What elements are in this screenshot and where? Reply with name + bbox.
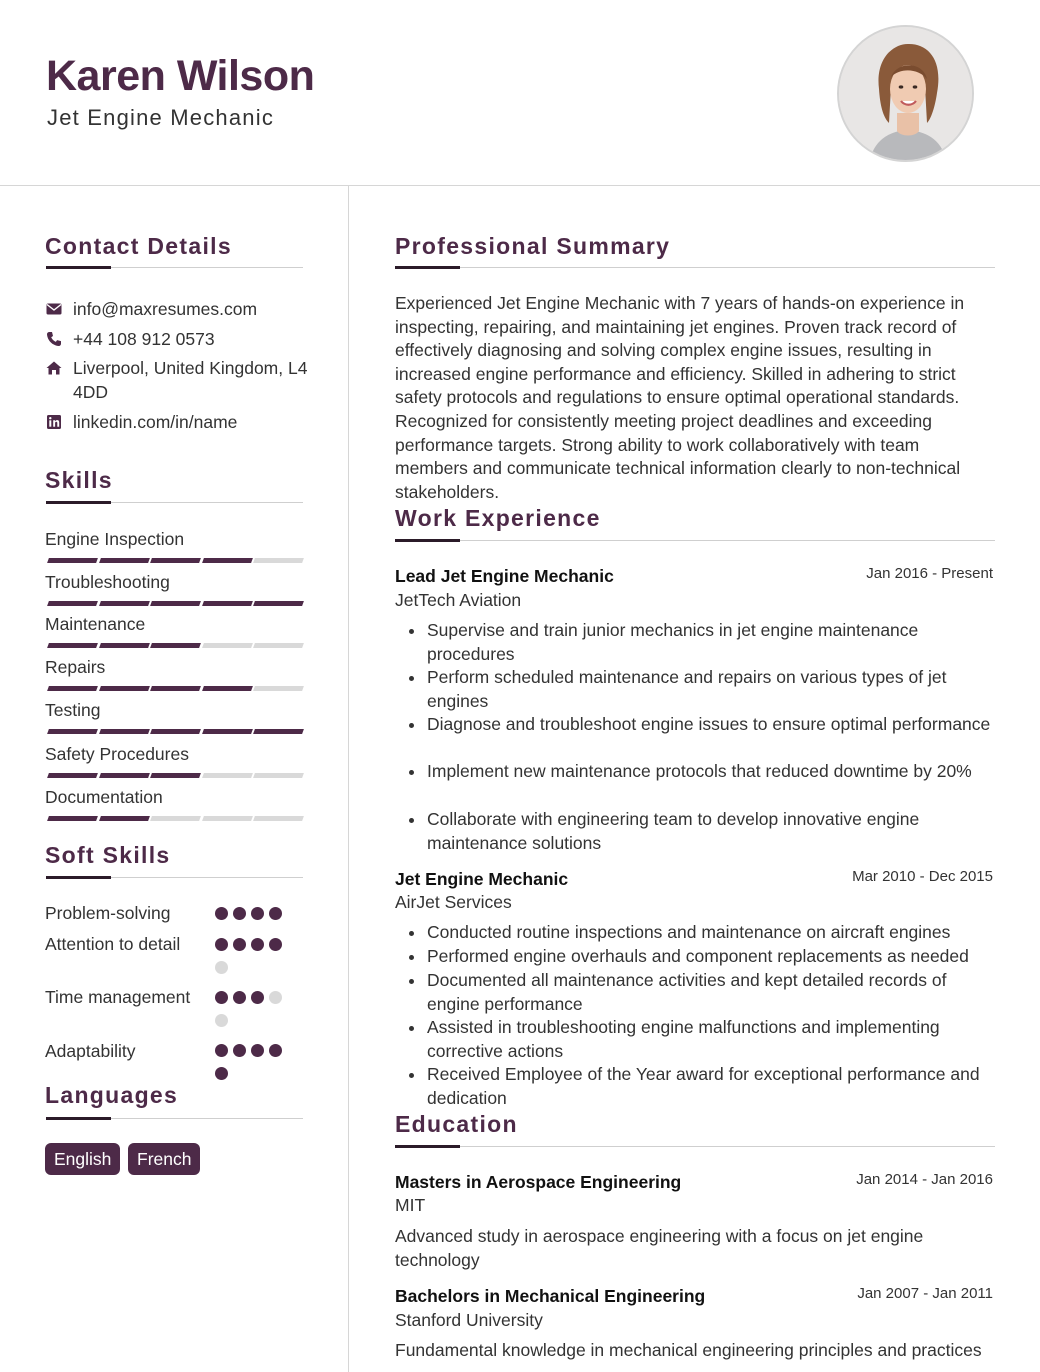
skill-level-segment	[47, 816, 98, 821]
contact-phone	[46, 328, 326, 352]
bullet-marker	[409, 979, 414, 984]
soft-skill-dot	[251, 1044, 264, 1057]
contact-address	[46, 357, 336, 405]
skill-level-segment	[202, 601, 253, 606]
soft-skill-dot	[233, 938, 246, 951]
soft-skill-dot	[269, 938, 282, 951]
soft-skill-dot	[251, 991, 264, 1004]
skill-level-segment	[99, 686, 150, 691]
degree-description: Fundamental knowledge in mechanical engineering principles and practices	[395, 1340, 982, 1360]
skill-level-segment	[202, 643, 253, 648]
skill-level-segment	[253, 601, 304, 606]
skill-name: Repairs	[45, 657, 106, 677]
skill-level-segment	[47, 686, 98, 691]
column-divider	[348, 186, 349, 1372]
soft-skill-dot	[215, 938, 228, 951]
skill-level-segment	[150, 773, 201, 778]
contact-heading: Contact Details	[45, 233, 232, 259]
degree-description: Advanced study in aerospace engineering with a focus on jet engine technology	[395, 1226, 924, 1270]
education-heading-accent	[395, 1145, 460, 1148]
experience-heading-accent	[395, 539, 460, 542]
bullet-marker	[409, 818, 414, 823]
soft-skill-dot	[215, 961, 228, 974]
degree-title: Bachelors in Mechanical Engineering	[395, 1286, 706, 1306]
summary-text: Experienced Jet Engine Mechanic with 7 years of hands-on experience in inspecting, repairing, and maintaining jet engines. Proven track record of effectively diagnosing and solving complex engine issues, resulting in increased engine performance and efficiency. Skilled in adhering to strict safety protocols and regulations to ensure optimal operational standards. Recognized for consistently meeting project deadlines and exceeding performance targets. Strong ability to work collaboratively with team members and communicate technical information clearly to non-technical stakeholders.	[395, 293, 965, 502]
skill-level-bar	[46, 686, 302, 691]
contact-linkedin[interactable]	[46, 411, 326, 435]
soft-skill-name: Problem-solving	[45, 903, 171, 923]
job-title: Lead Jet Engine Mechanic	[395, 566, 614, 586]
linkedin-icon	[46, 414, 62, 430]
phone-text: +44 108 912 0573	[73, 329, 215, 349]
contact-heading-accent	[46, 266, 111, 269]
soft-skill-dot	[233, 907, 246, 920]
profile-photo	[837, 25, 974, 162]
soft-skill-name: Attention to detail	[45, 934, 181, 954]
skill-level-segment	[202, 773, 253, 778]
degree-dates: Jan 2007 - Jan 2011	[857, 1285, 993, 1302]
skills-heading-accent	[46, 501, 111, 504]
school-name: MIT	[395, 1195, 426, 1215]
skill-level-segment	[150, 686, 201, 691]
languages-heading: Languages	[45, 1082, 179, 1108]
summary-heading-rule	[395, 267, 995, 268]
job-title: Jet Engine Mechanic	[395, 869, 569, 889]
envelope-icon	[46, 301, 62, 317]
skill-level-segment	[47, 729, 98, 734]
skill-name: Testing	[45, 700, 101, 720]
skill-level-segment	[202, 816, 253, 821]
bullet-marker	[409, 1073, 414, 1078]
soft-skills-heading-accent	[46, 876, 111, 879]
skill-level-segment	[99, 643, 150, 648]
soft-skill-dot	[251, 907, 264, 920]
skill-level-segment	[150, 729, 201, 734]
soft-skill-dot	[251, 938, 264, 951]
education-heading-rule	[395, 1146, 995, 1147]
language-badge-french: French	[128, 1143, 200, 1175]
soft-skill-dot	[215, 1014, 228, 1027]
job-bullet: Documented all maintenance activities and kept detailed records of engine performance	[427, 970, 947, 1014]
address-text: Liverpool, United Kingdom, L4 4DD	[73, 358, 308, 402]
soft-skill-dot	[215, 907, 228, 920]
skill-level-segment	[150, 601, 201, 606]
skill-level-segment	[253, 773, 304, 778]
resume-header	[0, 0, 1040, 186]
skill-name: Troubleshooting	[45, 572, 170, 592]
bullet-marker	[409, 723, 414, 728]
bullet-marker	[409, 1026, 414, 1031]
skills-heading: Skills	[45, 467, 113, 493]
soft-skill-name: Time management	[45, 987, 191, 1007]
skill-level-segment	[150, 558, 201, 563]
languages-heading-accent	[46, 1117, 111, 1120]
soft-skill-dot	[269, 1044, 282, 1057]
job-bullet: Implement new maintenance protocols that reduced downtime by 20%	[427, 761, 972, 781]
job-dates: Mar 2010 - Dec 2015	[852, 868, 993, 885]
job-bullet: Received Employee of the Year award for exceptional performance and dedication	[427, 1064, 980, 1108]
education-heading: Education	[395, 1111, 518, 1137]
job-company: AirJet Services	[395, 892, 512, 912]
summary-heading-accent	[395, 266, 460, 269]
job-dates: Jan 2016 - Present	[866, 565, 993, 582]
skill-level-segment	[99, 729, 150, 734]
skill-name: Maintenance	[45, 614, 146, 634]
bullet-marker	[409, 931, 414, 936]
skill-level-bar	[46, 643, 302, 648]
soft-skill-dot	[215, 1044, 228, 1057]
skill-level-bar	[46, 601, 302, 606]
skill-level-segment	[99, 816, 150, 821]
job-bullet: Performed engine overhauls and component replacements as needed	[427, 946, 969, 966]
summary-heading: Professional Summary	[395, 233, 671, 259]
skill-level-segment	[47, 558, 98, 563]
skill-level-segment	[202, 558, 253, 563]
candidate-name: Karen Wilson	[46, 52, 315, 100]
skill-name: Documentation	[45, 787, 163, 807]
soft-skill-dot	[269, 907, 282, 920]
home-icon	[46, 360, 62, 376]
bullet-marker	[409, 770, 414, 775]
skill-level-segment	[253, 816, 304, 821]
phone-icon	[46, 331, 62, 347]
skill-level-segment	[99, 773, 150, 778]
skill-level-segment	[99, 601, 150, 606]
skill-level-segment	[150, 816, 201, 821]
candidate-title: Jet Engine Mechanic	[47, 105, 275, 130]
skill-level-segment	[47, 773, 98, 778]
job-bullet: Supervise and train junior mechanics in jet engine maintenance procedures	[427, 620, 919, 664]
soft-skill-name: Adaptability	[45, 1041, 136, 1061]
bullet-marker	[409, 629, 414, 634]
skill-name: Engine Inspection	[45, 529, 185, 549]
skill-level-segment	[253, 686, 304, 691]
skill-level-segment	[47, 601, 98, 606]
language-badge-english: English	[45, 1143, 120, 1175]
contact-email	[46, 298, 326, 322]
skill-level-segment	[47, 643, 98, 648]
degree-dates: Jan 2014 - Jan 2016	[856, 1171, 993, 1188]
skill-level-segment	[202, 686, 253, 691]
skill-level-segment	[202, 729, 253, 734]
skill-level-bar	[46, 729, 302, 734]
job-bullet: Perform scheduled maintenance and repairs on various types of jet engines	[427, 667, 947, 711]
profile-photo-image	[839, 27, 974, 162]
soft-skill-dot	[233, 1044, 246, 1057]
skill-level-bar	[46, 773, 302, 778]
job-bullet: Collaborate with engineering team to develop innovative engine maintenance solutions	[427, 809, 920, 853]
soft-skill-dot	[233, 991, 246, 1004]
job-company: JetTech Aviation	[395, 590, 522, 610]
soft-skill-dot	[215, 991, 228, 1004]
soft-skills-heading: Soft Skills	[45, 842, 171, 868]
school-name: Stanford University	[395, 1310, 543, 1330]
linkedin-text[interactable]: linkedin.com/in/name	[73, 412, 238, 432]
skill-level-bar	[46, 816, 302, 821]
bullet-marker	[409, 676, 414, 681]
bullet-marker	[409, 955, 414, 960]
degree-title: Masters in Aerospace Engineering	[395, 1172, 682, 1192]
skill-level-segment	[99, 558, 150, 563]
soft-skill-dot	[215, 1067, 228, 1080]
skill-level-segment	[253, 558, 304, 563]
experience-heading-rule	[395, 540, 995, 541]
job-bullet: Diagnose and troubleshoot engine issues to ensure optimal performance	[427, 714, 991, 734]
skill-level-segment	[253, 729, 304, 734]
experience-heading: Work Experience	[395, 505, 601, 531]
job-bullet: Assisted in troubleshooting engine malfunctions and implementing corrective actions	[427, 1017, 940, 1061]
skill-level-segment	[253, 643, 304, 648]
job-bullet: Conducted routine inspections and maintenance on aircraft engines	[427, 922, 951, 942]
skill-level-bar	[46, 558, 302, 563]
email-text: info@maxresumes.com	[73, 299, 258, 319]
skill-level-segment	[150, 643, 201, 648]
skill-name: Safety Procedures	[45, 744, 189, 764]
soft-skill-dot	[269, 991, 282, 1004]
